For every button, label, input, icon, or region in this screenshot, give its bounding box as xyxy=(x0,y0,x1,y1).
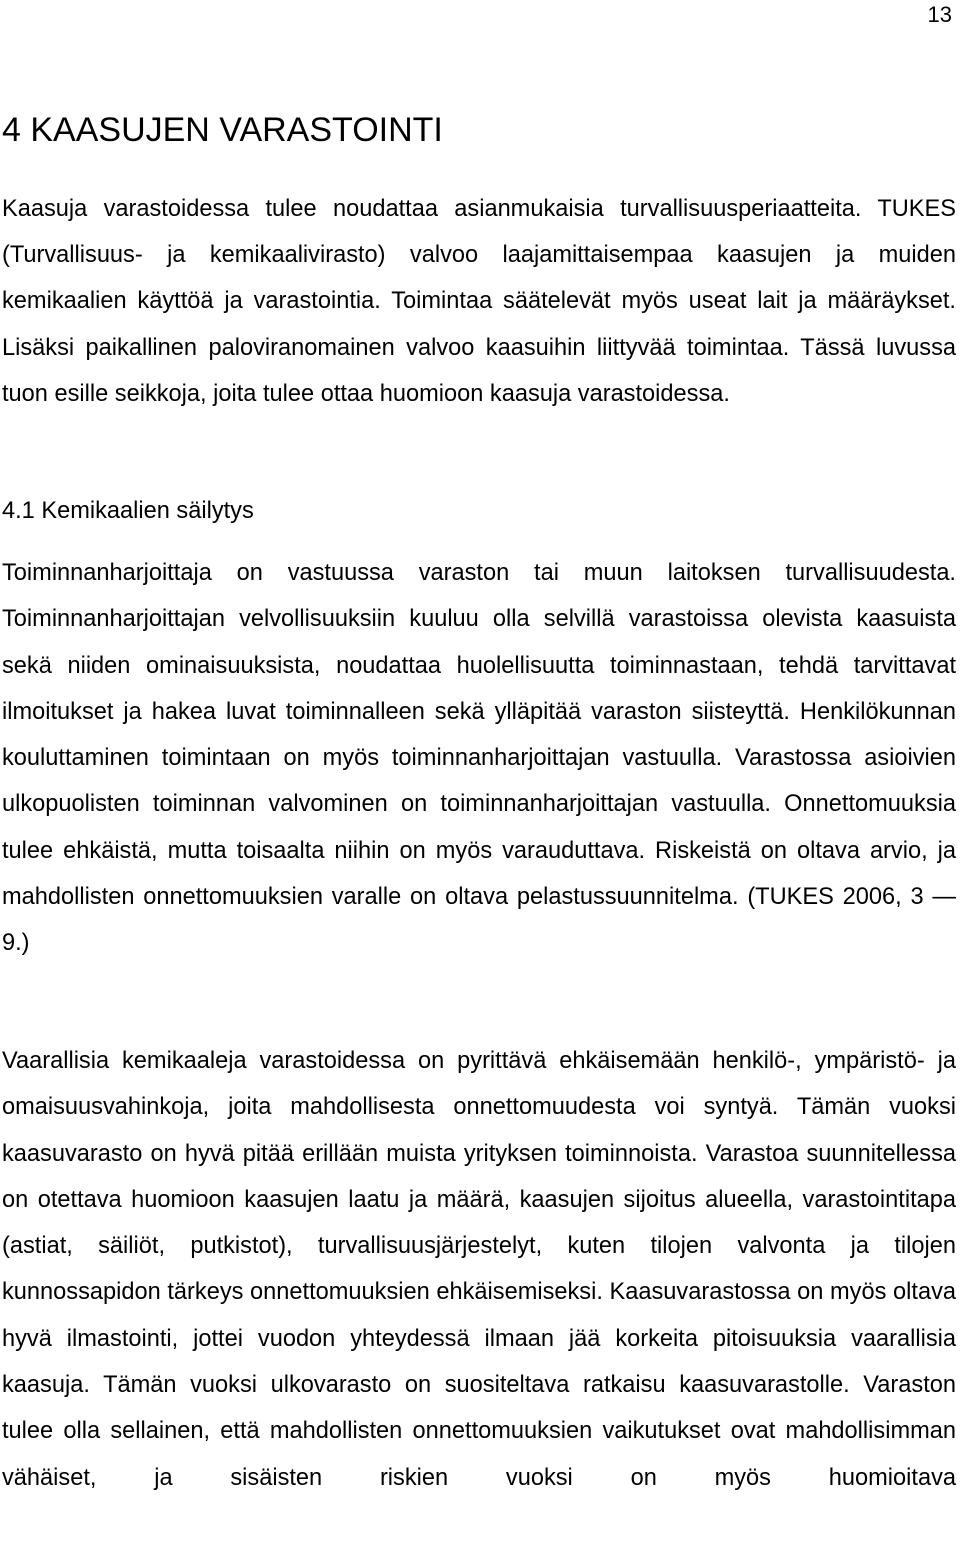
section-heading: 4.1 Kemikaalien säilytys xyxy=(2,498,254,524)
section-paragraph-1: Toiminnanharjoittaja on vastuussa varaston tai muun laitoksen turvallisuudesta. Toiminnanharjoittajan velvollisuuksiin kuuluu olla selvillä varastoissa olevista kaasuista sekä niiden ominaisuuksista, noudattaa huolellisuutta toiminnastaan, tehdä tarvittavat ilmoitukset ja hakea luvat toiminnalleen sekä ylläpitää varaston siisteyttä. Henkilökunnan kouluttaminen toimintaan on myös toiminnanharjoittajan vastuulla. Varastossa asioivien ulkopuolisten toiminnan valvominen on toiminnanharjoittajan vastuulla. Onnettomuuksia tulee ehkäistä, mutta toisaalta niihin on myös varauduttava. Riskeistä on oltava arvio, ja mahdollisten onnettomuuksien varalle on oltava pelastussuunnitelma. (TUKES 2006, 3 —9.) xyxy=(2,560,956,956)
section-paragraph-2: Vaarallisia kemikaaleja varastoidessa on pyrittävä ehkäisemään henkilö-, ympäristö- ja omaisuusvahinkoja, joita mahdollisesta onnettomuudesta voi syntyä. Tämän vuoksi kaasuvarasto on hyvä pitää erillään muista yrityksen toiminnoista. Varastoa suunnitellessa on otettava huomioon kaasujen laatu ja määrä, kaasujen sijoitus alueella, varastointitapa (astiat, säiliöt, putkistot), turvallisuusjärjestelyt, kuten tilojen valvonta ja tilojen kunnossapidon tärkeys onnettomuuksien ehkäisemiseksi. Kaasuvarastossa on myös oltava hyvä ilmastointi, jottei vuodon yhteydessä ilmaan jää korkeita pitoisuuksia vaarallisia kaasuja. Tämän vuoksi ulkovarasto on suositeltava ratkaisu kaasuvarastolle. Varaston tulee olla sellainen, että mahdollisten onnettomuuksien vaikutukset ovat mahdollisimman vähäiset, ja sisäisten riskien vuoksi on myös huomioitava xyxy=(2,1048,956,1491)
chapter-title: 4 KAASUJEN VARASTOINTI xyxy=(2,111,443,149)
chapter-intro-paragraph: Kaasuja varastoidessa tulee noudattaa asianmukaisia turvallisuusperiaatteita. TUKES (Turvallisuus- ja kemikaalivirasto) valvoo laajamittaisempaa kaasujen ja muiden kemikaalien käyttöä ja varastointia. Toimintaa säätelevät myös useat lait ja määräykset. Lisäksi paikallinen paloviranomainen valvoo kaasuihin liittyvää toimintaa. Tässä luvussa tuon esille seikkoja, joita tulee ottaa huomioon kaasuja varastoidessa. xyxy=(2,196,956,407)
page-number: 13 xyxy=(927,2,952,27)
